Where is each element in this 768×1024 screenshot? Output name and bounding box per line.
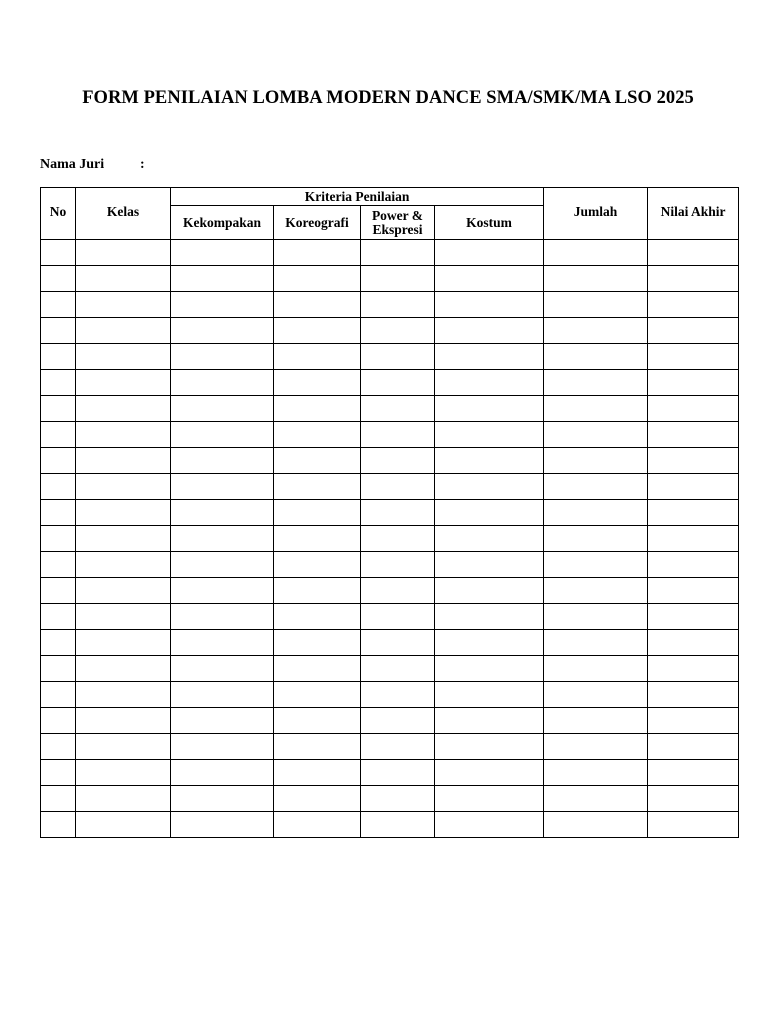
cell-kekompakan xyxy=(171,474,274,500)
cell-koreografi xyxy=(274,708,361,734)
cell-kostum xyxy=(435,240,544,266)
cell-nilai-akhir xyxy=(648,448,739,474)
header-ekspresi-line: Ekspresi xyxy=(372,221,423,237)
table-row xyxy=(41,448,739,474)
header-kriteria-penilaian: Kriteria Penilaian xyxy=(171,188,544,206)
cell-jumlah xyxy=(544,292,648,318)
table-row xyxy=(41,760,739,786)
cell-koreografi xyxy=(274,292,361,318)
cell-jumlah xyxy=(544,708,648,734)
cell-nilai-akhir xyxy=(648,708,739,734)
cell-nilai-akhir xyxy=(648,734,739,760)
cell-no xyxy=(41,344,76,370)
cell-jumlah xyxy=(544,370,648,396)
cell-no xyxy=(41,552,76,578)
cell-kostum xyxy=(435,786,544,812)
table-row xyxy=(41,578,739,604)
header-nilai-akhir: Nilai Akhir xyxy=(648,188,739,240)
cell-jumlah xyxy=(544,396,648,422)
cell-power-ekspresi xyxy=(361,500,435,526)
cell-koreografi xyxy=(274,474,361,500)
table-row xyxy=(41,552,739,578)
cell-kelas xyxy=(76,370,171,396)
cell-power-ekspresi xyxy=(361,734,435,760)
cell-kostum xyxy=(435,604,544,630)
cell-jumlah xyxy=(544,604,648,630)
cell-no xyxy=(41,708,76,734)
cell-kostum xyxy=(435,266,544,292)
cell-no xyxy=(41,318,76,344)
cell-kostum xyxy=(435,708,544,734)
table-row xyxy=(41,344,739,370)
cell-kekompakan xyxy=(171,526,274,552)
cell-no xyxy=(41,422,76,448)
cell-jumlah xyxy=(544,422,648,448)
cell-kekompakan xyxy=(171,578,274,604)
cell-kostum xyxy=(435,734,544,760)
cell-kostum xyxy=(435,526,544,552)
cell-kostum xyxy=(435,682,544,708)
cell-kekompakan xyxy=(171,448,274,474)
cell-nilai-akhir xyxy=(648,812,739,838)
cell-jumlah xyxy=(544,240,648,266)
cell-power-ekspresi xyxy=(361,786,435,812)
cell-kelas xyxy=(76,812,171,838)
cell-kekompakan xyxy=(171,812,274,838)
cell-jumlah xyxy=(544,474,648,500)
cell-kelas xyxy=(76,552,171,578)
cell-kelas xyxy=(76,604,171,630)
table-row xyxy=(41,370,739,396)
cell-kekompakan xyxy=(171,370,274,396)
judge-name-label: Nama Juri xyxy=(40,157,105,172)
cell-kekompakan xyxy=(171,318,274,344)
cell-no xyxy=(41,526,76,552)
cell-jumlah xyxy=(544,786,648,812)
cell-kelas xyxy=(76,682,171,708)
cell-kostum xyxy=(435,630,544,656)
cell-koreografi xyxy=(274,318,361,344)
table-row xyxy=(41,604,739,630)
cell-nilai-akhir xyxy=(648,786,739,812)
cell-kekompakan xyxy=(171,422,274,448)
cell-power-ekspresi xyxy=(361,318,435,344)
cell-nilai-akhir xyxy=(648,474,739,500)
cell-kostum xyxy=(435,370,544,396)
cell-koreografi xyxy=(274,604,361,630)
form-title: FORM PENILAIAN LOMBA MODERN DANCE SMA/SMK/MA LSO 2025 xyxy=(82,88,694,108)
cell-nilai-akhir xyxy=(648,370,739,396)
cell-koreografi xyxy=(274,526,361,552)
cell-koreografi xyxy=(274,448,361,474)
cell-koreografi xyxy=(274,760,361,786)
cell-kekompakan xyxy=(171,240,274,266)
cell-jumlah xyxy=(544,266,648,292)
cell-jumlah xyxy=(544,344,648,370)
cell-power-ekspresi xyxy=(361,812,435,838)
cell-nilai-akhir xyxy=(648,240,739,266)
table-row xyxy=(41,682,739,708)
cell-kelas xyxy=(76,396,171,422)
cell-no xyxy=(41,474,76,500)
table-row xyxy=(41,708,739,734)
cell-koreografi xyxy=(274,578,361,604)
cell-koreografi xyxy=(274,396,361,422)
cell-no xyxy=(41,786,76,812)
cell-nilai-akhir xyxy=(648,604,739,630)
header-kostum: Kostum xyxy=(435,206,544,240)
cell-nilai-akhir xyxy=(648,344,739,370)
table-row xyxy=(41,812,739,838)
cell-power-ekspresi xyxy=(361,604,435,630)
cell-kekompakan xyxy=(171,708,274,734)
cell-nilai-akhir xyxy=(648,500,739,526)
cell-kostum xyxy=(435,344,544,370)
score-rows xyxy=(41,240,739,838)
cell-kekompakan xyxy=(171,500,274,526)
cell-koreografi xyxy=(274,422,361,448)
cell-kelas xyxy=(76,578,171,604)
table-row xyxy=(41,318,739,344)
cell-no xyxy=(41,578,76,604)
cell-kekompakan xyxy=(171,292,274,318)
cell-kelas xyxy=(76,630,171,656)
cell-power-ekspresi xyxy=(361,630,435,656)
cell-kekompakan xyxy=(171,552,274,578)
cell-kelas xyxy=(76,526,171,552)
cell-koreografi xyxy=(274,682,361,708)
cell-kekompakan xyxy=(171,344,274,370)
cell-kostum xyxy=(435,656,544,682)
table-row xyxy=(41,396,739,422)
table-row xyxy=(41,240,739,266)
cell-jumlah xyxy=(544,552,648,578)
cell-jumlah xyxy=(544,734,648,760)
cell-koreografi xyxy=(274,370,361,396)
cell-jumlah xyxy=(544,526,648,552)
header-power-ekspresi xyxy=(361,206,435,240)
cell-kostum xyxy=(435,578,544,604)
header-no: No xyxy=(41,188,76,240)
cell-kostum xyxy=(435,422,544,448)
cell-kelas xyxy=(76,474,171,500)
cell-no xyxy=(41,630,76,656)
cell-no xyxy=(41,656,76,682)
cell-kelas xyxy=(76,734,171,760)
cell-koreografi xyxy=(274,552,361,578)
cell-jumlah xyxy=(544,630,648,656)
cell-nilai-akhir xyxy=(648,292,739,318)
cell-koreografi xyxy=(274,656,361,682)
cell-power-ekspresi xyxy=(361,474,435,500)
table-row xyxy=(41,656,739,682)
cell-kostum xyxy=(435,552,544,578)
table-row xyxy=(41,292,739,318)
cell-nilai-akhir xyxy=(648,630,739,656)
cell-kelas xyxy=(76,266,171,292)
cell-no xyxy=(41,500,76,526)
cell-nilai-akhir xyxy=(648,552,739,578)
cell-koreografi xyxy=(274,266,361,292)
header-power-line: Power & xyxy=(371,207,424,223)
cell-power-ekspresi xyxy=(361,422,435,448)
cell-no xyxy=(41,812,76,838)
cell-power-ekspresi xyxy=(361,448,435,474)
cell-kekompakan xyxy=(171,682,274,708)
cell-jumlah xyxy=(544,578,648,604)
cell-power-ekspresi xyxy=(361,682,435,708)
judge-name-colon: : xyxy=(140,157,145,172)
cell-no xyxy=(41,240,76,266)
cell-no xyxy=(41,734,76,760)
cell-koreografi xyxy=(274,812,361,838)
scoring-table xyxy=(40,187,739,838)
cell-nilai-akhir xyxy=(648,682,739,708)
cell-kekompakan xyxy=(171,630,274,656)
table-row xyxy=(41,474,739,500)
cell-jumlah xyxy=(544,812,648,838)
cell-nilai-akhir xyxy=(648,422,739,448)
cell-koreografi xyxy=(274,500,361,526)
cell-power-ekspresi xyxy=(361,760,435,786)
cell-kekompakan xyxy=(171,396,274,422)
cell-koreografi xyxy=(274,240,361,266)
cell-nilai-akhir xyxy=(648,266,739,292)
cell-kelas xyxy=(76,318,171,344)
cell-no xyxy=(41,396,76,422)
cell-kelas xyxy=(76,760,171,786)
cell-kekompakan xyxy=(171,604,274,630)
cell-power-ekspresi xyxy=(361,526,435,552)
cell-nilai-akhir xyxy=(648,578,739,604)
cell-power-ekspresi xyxy=(361,240,435,266)
cell-jumlah xyxy=(544,448,648,474)
cell-jumlah xyxy=(544,318,648,344)
cell-power-ekspresi xyxy=(361,552,435,578)
cell-no xyxy=(41,760,76,786)
cell-nilai-akhir xyxy=(648,318,739,344)
table-row xyxy=(41,734,739,760)
cell-power-ekspresi xyxy=(361,396,435,422)
cell-kekompakan xyxy=(171,266,274,292)
header-koreografi: Koreografi xyxy=(274,206,361,240)
cell-kelas xyxy=(76,708,171,734)
cell-nilai-akhir xyxy=(648,526,739,552)
cell-power-ekspresi xyxy=(361,292,435,318)
cell-kostum xyxy=(435,474,544,500)
cell-power-ekspresi xyxy=(361,656,435,682)
cell-no xyxy=(41,682,76,708)
cell-jumlah xyxy=(544,760,648,786)
cell-kelas xyxy=(76,344,171,370)
header-kelas: Kelas xyxy=(76,188,171,240)
cell-power-ekspresi xyxy=(361,578,435,604)
cell-koreografi xyxy=(274,734,361,760)
judge-name-field xyxy=(40,157,145,173)
cell-jumlah xyxy=(544,682,648,708)
cell-kekompakan xyxy=(171,656,274,682)
header-jumlah: Jumlah xyxy=(544,188,648,240)
table-row xyxy=(41,786,739,812)
cell-power-ekspresi xyxy=(361,266,435,292)
cell-no xyxy=(41,604,76,630)
cell-no xyxy=(41,448,76,474)
cell-kekompakan xyxy=(171,786,274,812)
cell-kekompakan xyxy=(171,734,274,760)
cell-kelas xyxy=(76,292,171,318)
cell-kostum xyxy=(435,812,544,838)
cell-no xyxy=(41,370,76,396)
cell-kostum xyxy=(435,292,544,318)
table-row xyxy=(41,266,739,292)
table-row xyxy=(41,422,739,448)
cell-kostum xyxy=(435,318,544,344)
cell-kelas xyxy=(76,500,171,526)
cell-kelas xyxy=(76,240,171,266)
cell-kekompakan xyxy=(171,760,274,786)
cell-kelas xyxy=(76,656,171,682)
cell-kostum xyxy=(435,500,544,526)
cell-power-ekspresi xyxy=(361,344,435,370)
cell-nilai-akhir xyxy=(648,760,739,786)
header-kekompakan: Kekompakan xyxy=(171,206,274,240)
cell-koreografi xyxy=(274,630,361,656)
cell-no xyxy=(41,292,76,318)
cell-kostum xyxy=(435,760,544,786)
cell-kelas xyxy=(76,422,171,448)
table-row xyxy=(41,630,739,656)
table-row xyxy=(41,526,739,552)
cell-kelas xyxy=(76,448,171,474)
cell-power-ekspresi xyxy=(361,370,435,396)
cell-kelas xyxy=(76,786,171,812)
cell-jumlah xyxy=(544,500,648,526)
cell-koreografi xyxy=(274,786,361,812)
cell-kostum xyxy=(435,448,544,474)
cell-kostum xyxy=(435,396,544,422)
cell-koreografi xyxy=(274,344,361,370)
cell-nilai-akhir xyxy=(648,396,739,422)
table-row xyxy=(41,500,739,526)
cell-nilai-akhir xyxy=(648,656,739,682)
cell-jumlah xyxy=(544,656,648,682)
cell-no xyxy=(41,266,76,292)
cell-power-ekspresi xyxy=(361,708,435,734)
